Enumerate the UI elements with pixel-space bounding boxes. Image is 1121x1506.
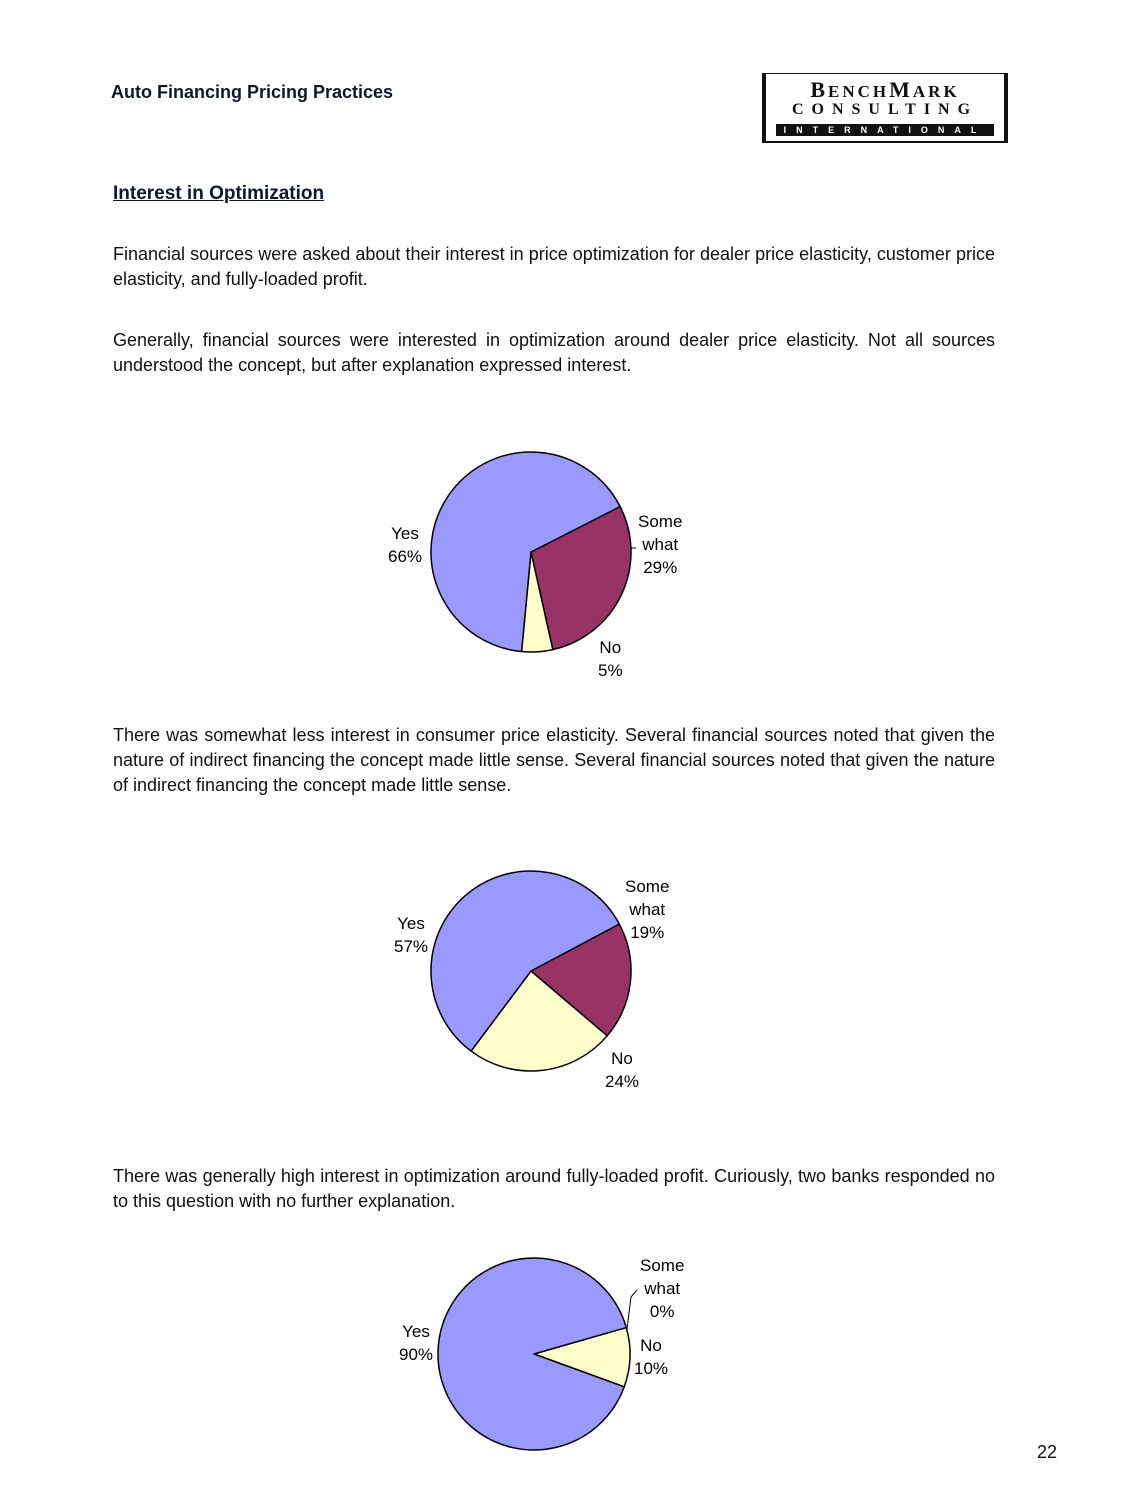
paragraph-consumer-elasticity: There was somewhat less interest in consumer price elasticity. Several financial sources noted that given the nature of indirect financing the concept made little sense. Several financial sources noted that given the nature of indirect financing the concept made little sense. [113,725,995,795]
label-somewhat: Some what 19% [625,877,670,942]
leader-lines [380,440,710,690]
logo-line-3: INTERNATIONAL [776,124,994,136]
paragraph-fully-loaded-profit: There was generally high interest in optimization around fully-loaded profit. Curiously, two banks responded no to this question with no further explanation. [113,1166,995,1211]
paragraph-dealer-elasticity: Generally, financial sources were interested in optimization around dealer price elasticity. Not all sources understood the concept, but after explanation expressed interest. [113,330,995,375]
logo-line-1: BENCHMARK [810,77,960,102]
pie-chart-dealer-elasticity [380,440,710,690]
report-title: Auto Financing Pricing Practices [111,82,394,102]
logo-line-2: CONSULTING [791,101,979,118]
leader-line-somewhat [627,1290,637,1329]
label-somewhat: Some what 0% [640,1256,685,1321]
label-no: No 24% [605,1049,640,1091]
label-no: No 5% [598,638,623,680]
label-no: No 10% [634,1336,669,1378]
label-yes: Yes 57% [394,914,429,956]
label-yes: Yes 66% [388,524,423,566]
label-yes: Yes 90% [399,1322,434,1364]
section-heading: Interest in Optimization [113,183,325,204]
paragraph-intro: Financial sources were asked about their interest in price optimization for dealer price elasticity, customer price elasticity, and fully-loaded profit. [113,244,995,289]
label-somewhat: Some what 29% [638,512,683,577]
leader-lines [380,1250,710,1460]
page-number: 22 [1037,1442,1058,1462]
pie-chart-consumer-elasticity [380,860,710,1100]
benchmark-consulting-logo [762,73,1008,143]
pie-chart-fully-loaded-profit [380,1250,710,1460]
